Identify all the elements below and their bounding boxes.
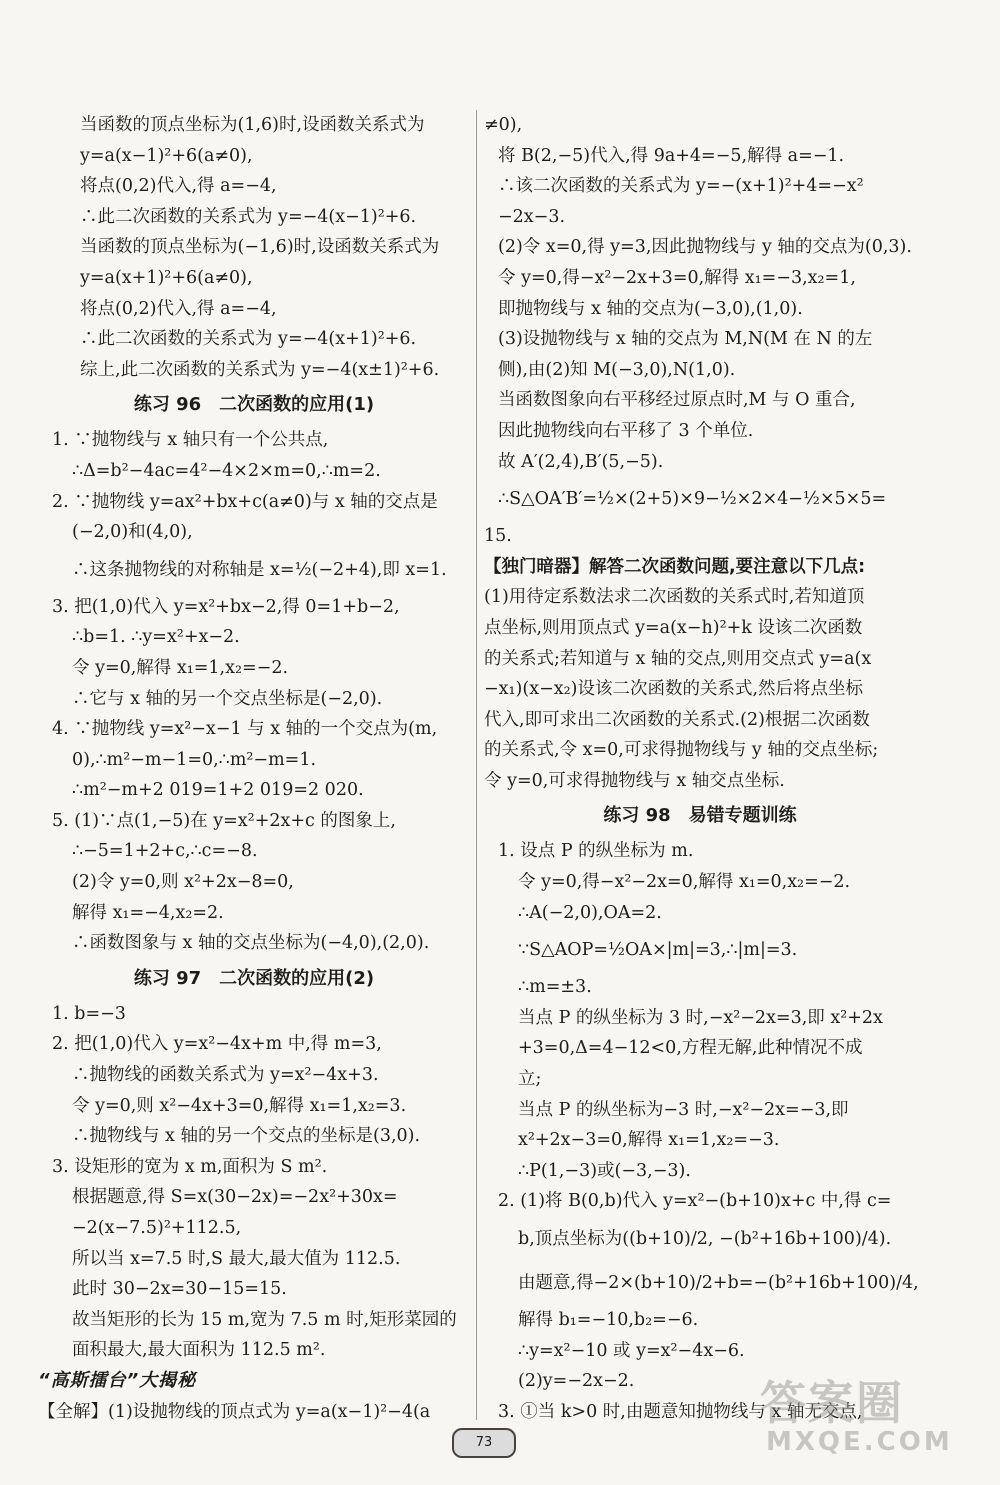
text-line: (2)令 y=0,则 x²+2x−8=0,	[72, 872, 294, 893]
text-line: x²+2x−3=0,解得 x₁=1,x₂=−3.	[518, 1130, 780, 1151]
text-line: 的关系式;若知道与 x 轴的交点,则用交点式 y=a(x	[484, 648, 872, 669]
text-line: 0),∴m²−m−1=0,∴m²−m=1.	[72, 749, 317, 770]
text-line: 15.	[484, 526, 512, 547]
text-line: 1. b=−3	[52, 1003, 126, 1024]
text-line: ≠0),	[484, 115, 523, 135]
text-line: 将点(0,2)代入,得 a=−4,	[80, 298, 277, 319]
text-line: 点坐标,则用顶点式 y=a(x−h)²+k 设该二次函数	[484, 617, 863, 638]
text-line: +3=0,Δ=4−12<0,方程无解,此种情况不成	[518, 1038, 863, 1059]
text-line: (−2,0)和(4,0),	[72, 522, 193, 543]
text-line: ∵S△AOP=½OA×|m|=3,∴|m|=3.	[518, 940, 798, 961]
text-line: ∴函数图象与 x 轴的交点坐标为(−4,0),(2,0).	[72, 933, 430, 954]
text-line: 即抛物线与 x 轴的交点为(−3,0),(1,0).	[498, 298, 803, 319]
text-line: 此时 30−2x=30−15=15.	[72, 1279, 287, 1300]
text-line: 1. 设点 P 的纵坐标为 m.	[498, 841, 694, 862]
text-line: ∴抛物线与 x 轴的另一个交点的坐标是(3,0).	[72, 1126, 421, 1147]
watermark-url: MXQE.COM	[766, 1427, 953, 1457]
text-line: 2. 把(1,0)代入 y=x²−4x+m 中,得 m=3,	[52, 1034, 382, 1055]
text-line: ∴抛物线的函数关系式为 y=x²−4x+3.	[72, 1065, 379, 1086]
text-line: ∴A(−2,0),OA=2.	[518, 902, 662, 923]
text-line: 当函数的顶点坐标为(−1,6)时,设函数关系式为	[80, 237, 440, 258]
text-line: 综上,此二次函数的关系式为 y=−4(x±1)²+6.	[80, 359, 440, 380]
text-line: 将点(0,2)代入,得 a=−4,	[80, 176, 277, 197]
text-line: ∴它与 x 轴的另一个交点坐标是(−2,0).	[72, 688, 383, 709]
text-line: 令 y=0,可求得抛物线与 x 轴交点坐标.	[484, 770, 785, 791]
text-line: 将 B(2,−5)代入,得 9a+4=−5,解得 a=−1.	[498, 145, 845, 166]
text-line: (2)令 x=0,得 y=3,因此抛物线与 y 轴的交点为(0,3).	[498, 237, 912, 258]
section-heading: 练习 97 二次函数的应用(2)	[133, 967, 375, 989]
text-line: ∴−5=1+2+c,∴c=−8.	[72, 841, 258, 862]
watermark-logo: 答案圈	[760, 1376, 904, 1430]
text-line: 令 y=0,则 x²−4x+3=0,解得 x₁=1,x₂=3.	[72, 1095, 407, 1116]
text-line: 立;	[518, 1069, 542, 1090]
text-line: (3)设抛物线与 x 轴的交点为 M,N(M 在 N 的左	[498, 329, 873, 350]
text-line: −2(x−7.5)²+112.5,	[72, 1218, 242, 1238]
left-column	[38, 110, 470, 1427]
text-line: 当函数图象向右平移经过原点时,M 与 O 重合,	[498, 390, 856, 411]
section-heading: 练习 98 易错专题训练	[603, 805, 797, 827]
text-line: “高斯擂台”大揭秘	[38, 1369, 197, 1391]
text-line: 1. ∵抛物线与 x 轴只有一个公共点,	[52, 430, 329, 451]
text-line: ∴此二次函数的关系式为 y=−4(x+1)²+6.	[80, 329, 417, 350]
text-line: b,顶点坐标为((b+10)/2, −(b²+16b+100)/4).	[518, 1229, 892, 1249]
text-line: ∴y=x²−10 或 y=x²−4x−6.	[518, 1340, 745, 1361]
text-line: 当点 P 的纵坐标为−3 时,−x²−2x=−3,即	[518, 1099, 849, 1120]
text-line: 令 y=0,解得 x₁=1,x₂=−2.	[72, 657, 289, 678]
text-line: y=a(x−1)²+6(a≠0),	[80, 145, 253, 166]
text-line: 面积最大,最大面积为 112.5 m².	[72, 1340, 326, 1361]
text-line: 2. (1)将 B(0,b)代入 y=x²−(b+10)x+c 中,得 c=	[498, 1191, 892, 1212]
text-line: 3. 把(1,0)代入 y=x²+bx−2,得 0=1+b−2,	[52, 596, 400, 617]
text-line: 所以当 x=7.5 时,S 最大,最大值为 112.5.	[72, 1248, 401, 1269]
text-line: ∴该二次函数的关系式为 y=−(x+1)²+4=−x²	[498, 176, 864, 197]
section-heading: 练习 96 二次函数的应用(1)	[133, 394, 375, 416]
page-number: 73	[452, 1428, 516, 1458]
text-line: ∴m=±3.	[518, 977, 592, 998]
text-line: 故 A′(2,4),B′(5,−5).	[498, 451, 664, 472]
text-line: 3. ①当 k>0 时,由题意知抛物线与 x 轴无交点,	[498, 1401, 863, 1422]
text-line: 解得 b₁=−10,b₂=−6.	[518, 1310, 699, 1330]
text-line: ∴这条抛物线的对称轴是 x=½(−2+4),即 x=1.	[72, 559, 447, 580]
column-divider	[476, 110, 477, 1420]
text-line: ∴P(1,−3)或(−3,−3).	[518, 1160, 691, 1181]
text-line: 根据题意,得 S=x(30−2x)=−2x²+30x=	[72, 1187, 398, 1208]
text-line: 4. ∵抛物线 y=x²−x−1 与 x 轴的一个交点为(m,	[52, 719, 438, 740]
right-column	[484, 110, 919, 1427]
text-line: 【独门暗器】解答二次函数问题,要注意以下几点:	[484, 556, 866, 577]
text-line: 由题意,得−2×(b+10)/2+b=−(b²+16b+100)/4,	[518, 1273, 919, 1293]
text-line: 侧),由(2)知 M(−3,0),N(1,0).	[498, 359, 736, 380]
text-line: 故当矩形的长为 15 m,宽为 7.5 m 时,矩形菜园的	[72, 1309, 457, 1330]
text-line: 5. (1)∵点(1,−5)在 y=x²+2x+c 的图象上,	[52, 810, 396, 831]
text-line: (2)y=−2x−2.	[518, 1371, 635, 1392]
text-line: ∴S△OA′B′=½×(2+5)×9−½×2×4−½×5×5=	[498, 489, 887, 510]
text-line: 解得 x₁=−4,x₂=2.	[72, 902, 224, 923]
text-line: −2x−3.	[498, 206, 566, 227]
text-line: −x₁)(x−x₂)设该二次函数的关系式,然后将点坐标	[484, 679, 864, 700]
text-line: 因此抛物线向右平移了 3 个单位.	[498, 420, 754, 441]
text-line: 当函数的顶点坐标为(1,6)时,设函数关系式为	[80, 115, 425, 135]
text-line: y=a(x+1)²+6(a≠0),	[80, 267, 253, 288]
text-line: (1)用待定系数法求二次函数的关系式时,若知道顶	[484, 587, 865, 608]
text-line: ∴m²−m+2 019=1+2 019=2 020.	[72, 780, 364, 801]
text-line: 【全解】(1)设抛物线的顶点式为 y=a(x−1)²−4(a	[38, 1401, 431, 1422]
watermark	[760, 1373, 970, 1463]
text-line: ∴b=1. ∴y=x²+x−2.	[72, 627, 240, 648]
text-line: 令 y=0,得−x²−2x+3=0,解得 x₁=−3,x₂=1,	[498, 267, 856, 288]
text-line: 3. 设矩形的宽为 x m,面积为 S m².	[52, 1156, 328, 1177]
text-line: 代入,即可求出二次函数的关系式.(2)根据二次函数	[484, 709, 870, 730]
text-line: 当点 P 的纵坐标为 3 时,−x²−2x=3,即 x²+2x	[518, 1007, 883, 1028]
text-line: ∴Δ=b²−4ac=4²−4×2×m=0,∴m=2.	[72, 460, 381, 481]
text-line: 2. ∵抛物线 y=ax²+bx+c(a≠0)与 x 轴的交点是	[52, 491, 438, 512]
text-line: ∴此二次函数的关系式为 y=−4(x−1)²+6.	[80, 206, 417, 227]
text-line: 的关系式,令 x=0,可求得抛物线与 y 轴的交点坐标;	[484, 740, 879, 761]
text-line: 令 y=0,得−x²−2x=0,解得 x₁=0,x₂=−2.	[518, 872, 851, 893]
